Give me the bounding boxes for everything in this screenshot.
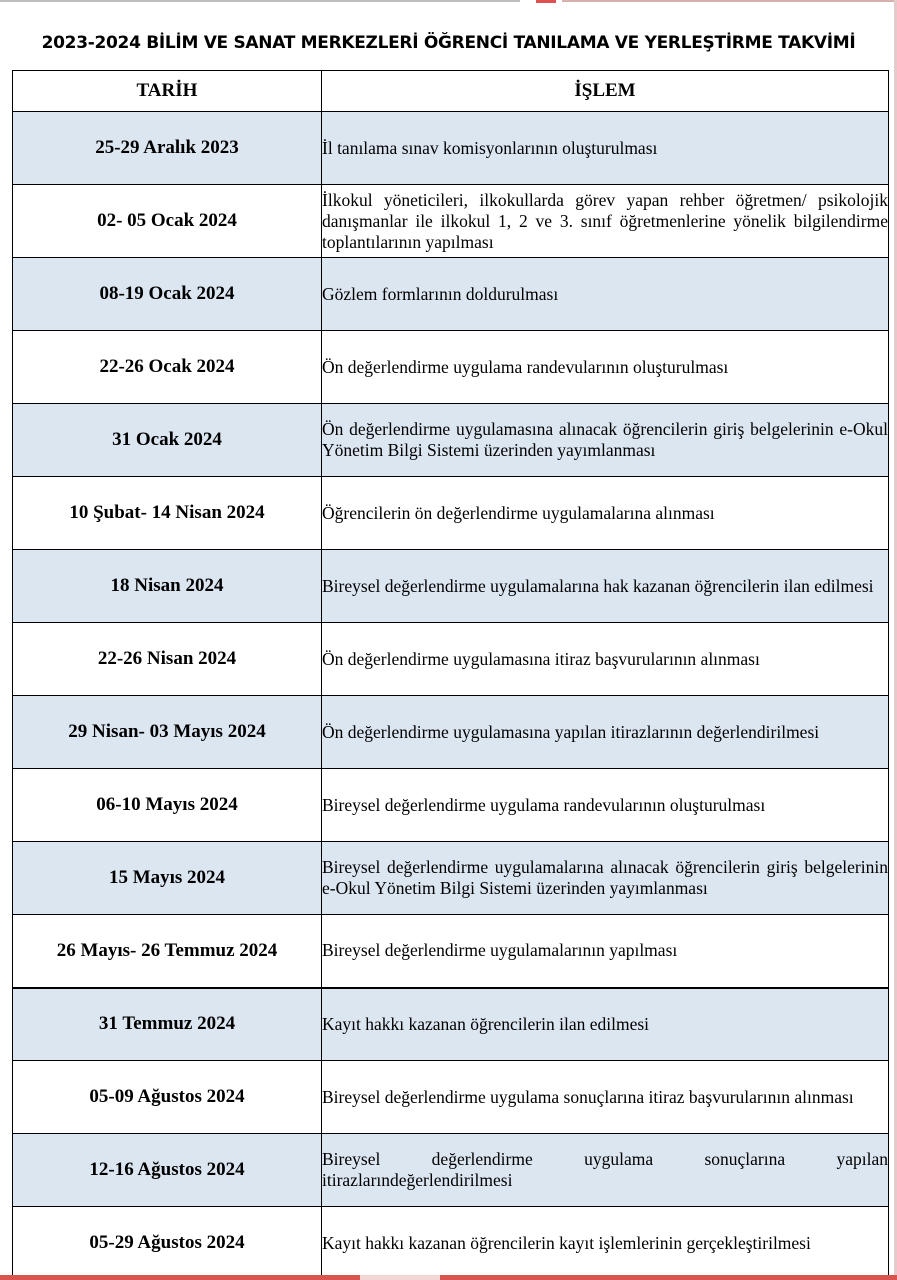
row-date: 26 Mayıs- 26 Temmuz 2024: [13, 915, 322, 988]
document-title: 2023-2024 BİLİM VE SANAT MERKEZLERİ ÖĞRENCİ TANILAMA VE YERLEŞTİRME TAKVİMİ: [41, 33, 856, 53]
row-date: 31 Ocak 2024: [13, 404, 322, 477]
row-date: 25-29 Aralık 2023: [13, 112, 322, 185]
row-date: 22-26 Ocak 2024: [13, 331, 322, 404]
table-row: [13, 769, 889, 842]
bottom-edge-line: [0, 1275, 897, 1280]
table-row: [13, 1061, 889, 1134]
row-date: 22-26 Nisan 2024: [13, 623, 322, 696]
row-operation: Ön değerlendirme uygulama randevularının oluşturulması: [322, 331, 889, 404]
header-date: TARİH: [13, 71, 322, 112]
table-row: [13, 696, 889, 769]
table-row: [13, 112, 889, 185]
row-operation: Kayıt hakkı kazanan öğrencilerin kayıt işlemlerinin gerçekleştirilmesi: [322, 1207, 889, 1280]
row-operation: Ön değerlendirme uygulamasına alınacak öğrencilerin giriş belgelerinin e-Okul Yönetim Bilgi Sistemi üzerinden yayımlanması: [322, 404, 889, 477]
row-date: 02- 05 Ocak 2024: [13, 185, 322, 258]
row-date: 12-16 Ağustos 2024: [13, 1134, 322, 1207]
table-row: [13, 915, 889, 988]
row-operation: Öğrencilerin ön değerlendirme uygulamalarına alınması: [322, 477, 889, 550]
row-date: 06-10 Mayıs 2024: [13, 769, 322, 842]
top-edge-line-right: [562, 0, 897, 2]
header-operation: İŞLEM: [322, 71, 889, 112]
row-operation: Bireysel değerlendirme uygulamalarına alınacak öğrencilerin giriş belgelerinin e-Okul Yönetim Bilgi Sistemi üzerinden yayımlanması: [322, 842, 889, 915]
top-edge-accent: [536, 0, 556, 3]
row-operation: Bireysel değerlendirme uygulama randevularının oluşturulması: [322, 769, 889, 842]
top-edge-line: [0, 0, 520, 2]
header-row: [13, 71, 889, 112]
row-date: 10 Şubat- 14 Nisan 2024: [13, 477, 322, 550]
table-row: [13, 1134, 889, 1207]
row-operation: İl tanılama sınav komisyonlarının oluşturulması: [322, 112, 889, 185]
table-row: [13, 258, 889, 331]
table-row: [13, 331, 889, 404]
table-row: [13, 404, 889, 477]
row-operation: İlkokul yöneticileri, ilkokullarda görev yapan rehber öğretmen/ psikolojik danışmanlar ile ilkokul 1, 2 ve 3. sınıf öğretmenlerine yönelik bilgilendirme toplantılarının yapılması: [322, 185, 889, 258]
table-row: [13, 185, 889, 258]
row-operation: Bireysel değerlendirme uygulama sonuçlarına itiraz başvurularının alınması: [322, 1061, 889, 1134]
row-operation: Bireysel değerlendirme uygulamalarına hak kazanan öğrencilerin ilan edilmesi: [322, 550, 889, 623]
table-row: [13, 623, 889, 696]
row-operation: Gözlem formlarının doldurulması: [322, 258, 889, 331]
table-row: [13, 550, 889, 623]
row-date: 29 Nisan- 03 Mayıs 2024: [13, 696, 322, 769]
row-date: 05-29 Ağustos 2024: [13, 1207, 322, 1280]
row-date: 05-09 Ağustos 2024: [13, 1061, 322, 1134]
table-row: [13, 477, 889, 550]
table-row: [13, 988, 889, 1061]
row-date: 18 Nisan 2024: [13, 550, 322, 623]
row-date: 31 Temmuz 2024: [13, 988, 322, 1061]
row-operation: Ön değerlendirme uygulamasına yapılan itirazlarının değerlendirilmesi: [322, 696, 889, 769]
row-date: 08-19 Ocak 2024: [13, 258, 322, 331]
schedule-table: [12, 70, 889, 1280]
row-operation: Kayıt hakkı kazanan öğrencilerin ilan edilmesi: [322, 988, 889, 1061]
table-row: [13, 1207, 889, 1280]
row-operation: Ön değerlendirme uygulamasına itiraz başvurularının alınması: [322, 623, 889, 696]
row-date: 15 Mayıs 2024: [13, 842, 322, 915]
table-row: [13, 842, 889, 915]
bottom-edge-gap: [360, 1275, 440, 1280]
row-operation: Bireysel değerlendirme uygulamalarının yapılması: [322, 915, 889, 988]
row-operation: Bireysel değerlendirme uygulama sonuçlarına yapılan itirazlarındeğerlendirilmesi: [322, 1134, 889, 1207]
